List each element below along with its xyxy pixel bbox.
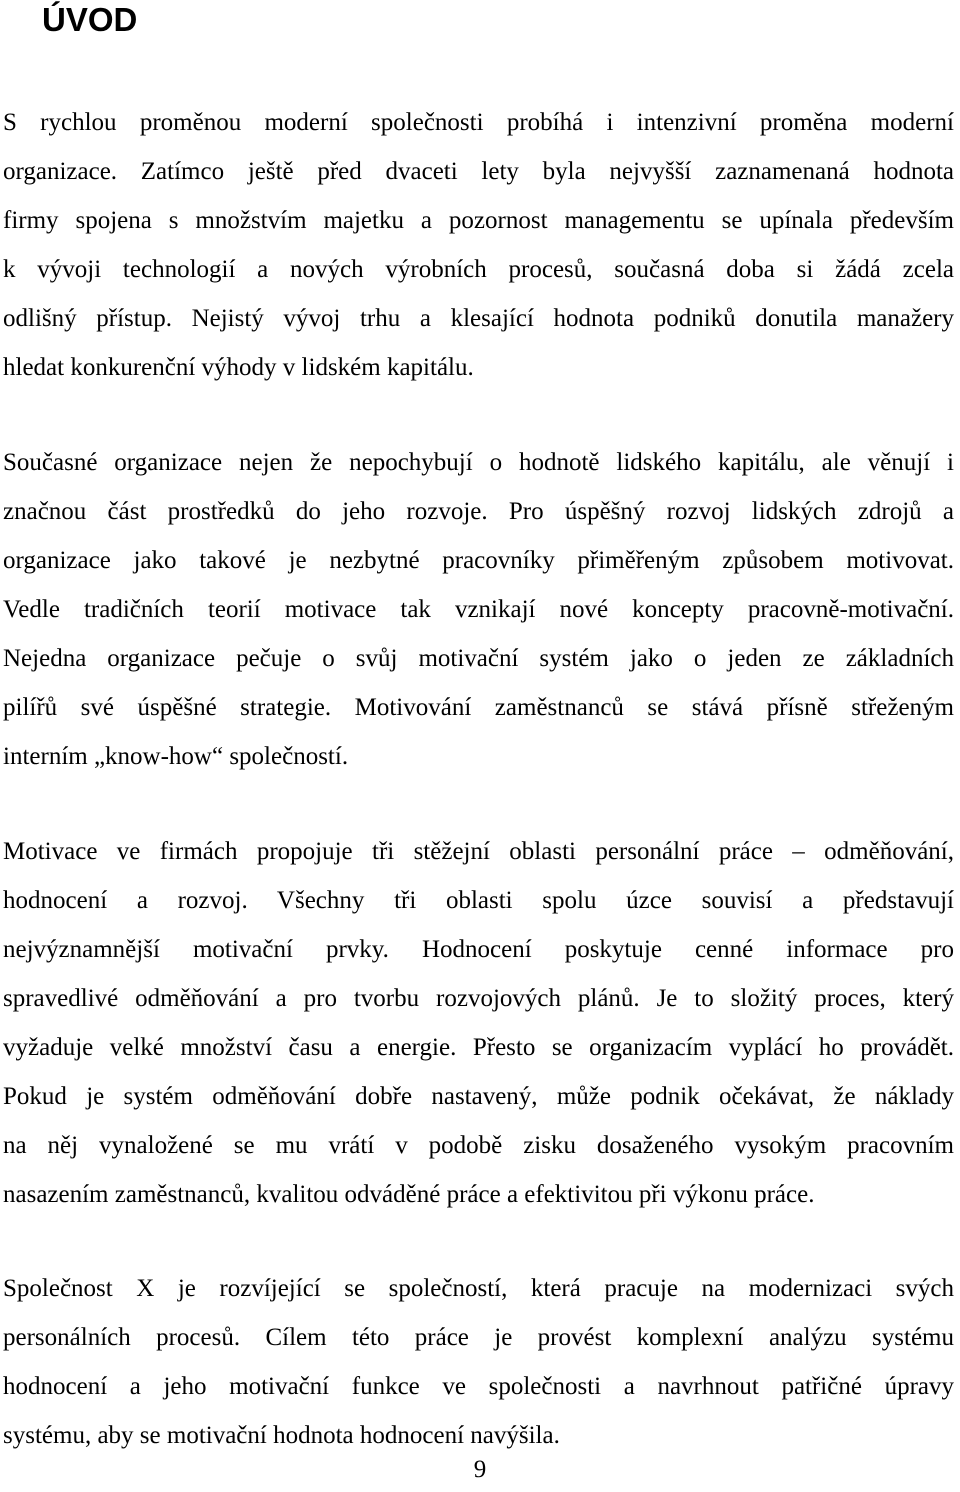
page-title: ÚVOD	[42, 1, 138, 38]
text-line: S rychlou proměnou moderní společnosti probíhá i intenzivní proměna moderní	[3, 109, 954, 136]
page-number: 9	[473, 1456, 487, 1483]
text-line: odlišný přístup. Nejistý vývoj trhu a klesající hodnota podniků donutila manažery	[3, 305, 954, 332]
text-line: k vývoji technologií a nových výrobních procesů, současná doba si žádá zcela	[3, 256, 954, 283]
text-line: Nejedna organizace pečuje o svůj motivační systém jako o jeden ze základních	[3, 645, 954, 672]
text-line: interním „know-how“ společností.	[3, 743, 349, 770]
text-line: Společnost X je rozvíjející se společností, která pracuje na modernizaci svých	[3, 1275, 954, 1302]
text-line: organizace. Zatímco ještě před dvaceti lety byla nejvyšší zaznamenaná hodnota	[3, 158, 954, 185]
text-line: pilířů své úspěšné strategie. Motivování zaměstnanců se stává přísně střeženým	[3, 694, 954, 721]
text-line: systému, aby se motivační hodnota hodnocení navýšila.	[3, 1422, 560, 1449]
text-line: personálních procesů. Cílem této práce je provést komplexní analýzu systému	[3, 1324, 954, 1351]
text-line: Vedle tradičních teorií motivace tak vznikají nové koncepty pracovně-motivační.	[3, 596, 954, 623]
text-line: organizace jako takové je nezbytné pracovníky přiměřeným způsobem motivovat.	[3, 547, 954, 574]
text-line: nejvýznamnější motivační prvky. Hodnocení poskytuje cenné informace pro	[3, 936, 954, 963]
paragraph-2	[3, 438, 954, 781]
text-line: Motivace ve firmách propojuje tři stěžejní oblasti personální práce – odměňování,	[3, 838, 954, 865]
text-line: spravedlivé odměňování a pro tvorbu rozvojových plánů. Je to složitý proces, který	[3, 985, 954, 1012]
text-line: značnou část prostředků do jeho rozvoje. Pro úspěšný rozvoj lidských zdrojů a	[3, 498, 954, 525]
text-line: na něj vynaložené se mu vrátí v podobě zisku dosaženého vysokým pracovním	[3, 1132, 954, 1159]
paragraph-3	[3, 827, 954, 1219]
text-line: hodnocení a jeho motivační funkce ve společnosti a navrhnout patřičné úpravy	[3, 1373, 954, 1400]
text-line: hodnocení a rozvoj. Všechny tři oblasti spolu úzce souvisí a představují	[3, 887, 954, 914]
text-line: firmy spojena s množstvím majetku a pozornost managementu se upínala především	[3, 207, 954, 234]
paragraph-4	[3, 1264, 954, 1460]
paragraph-1	[3, 98, 954, 392]
text-line: vyžaduje velké množství času a energie. Přesto se organizacím vyplácí ho provádět.	[3, 1034, 954, 1061]
text-line: Pokud je systém odměňování dobře nastavený, může podnik očekávat, že náklady	[3, 1083, 954, 1110]
text-line: Současné organizace nejen že nepochybují o hodnotě lidského kapitálu, ale věnují i	[3, 449, 954, 476]
text-line: hledat konkurenční výhody v lidském kapitálu.	[3, 354, 474, 381]
text-line: nasazením zaměstnanců, kvalitou odváděné práce a efektivitou při výkonu práce.	[3, 1181, 815, 1208]
